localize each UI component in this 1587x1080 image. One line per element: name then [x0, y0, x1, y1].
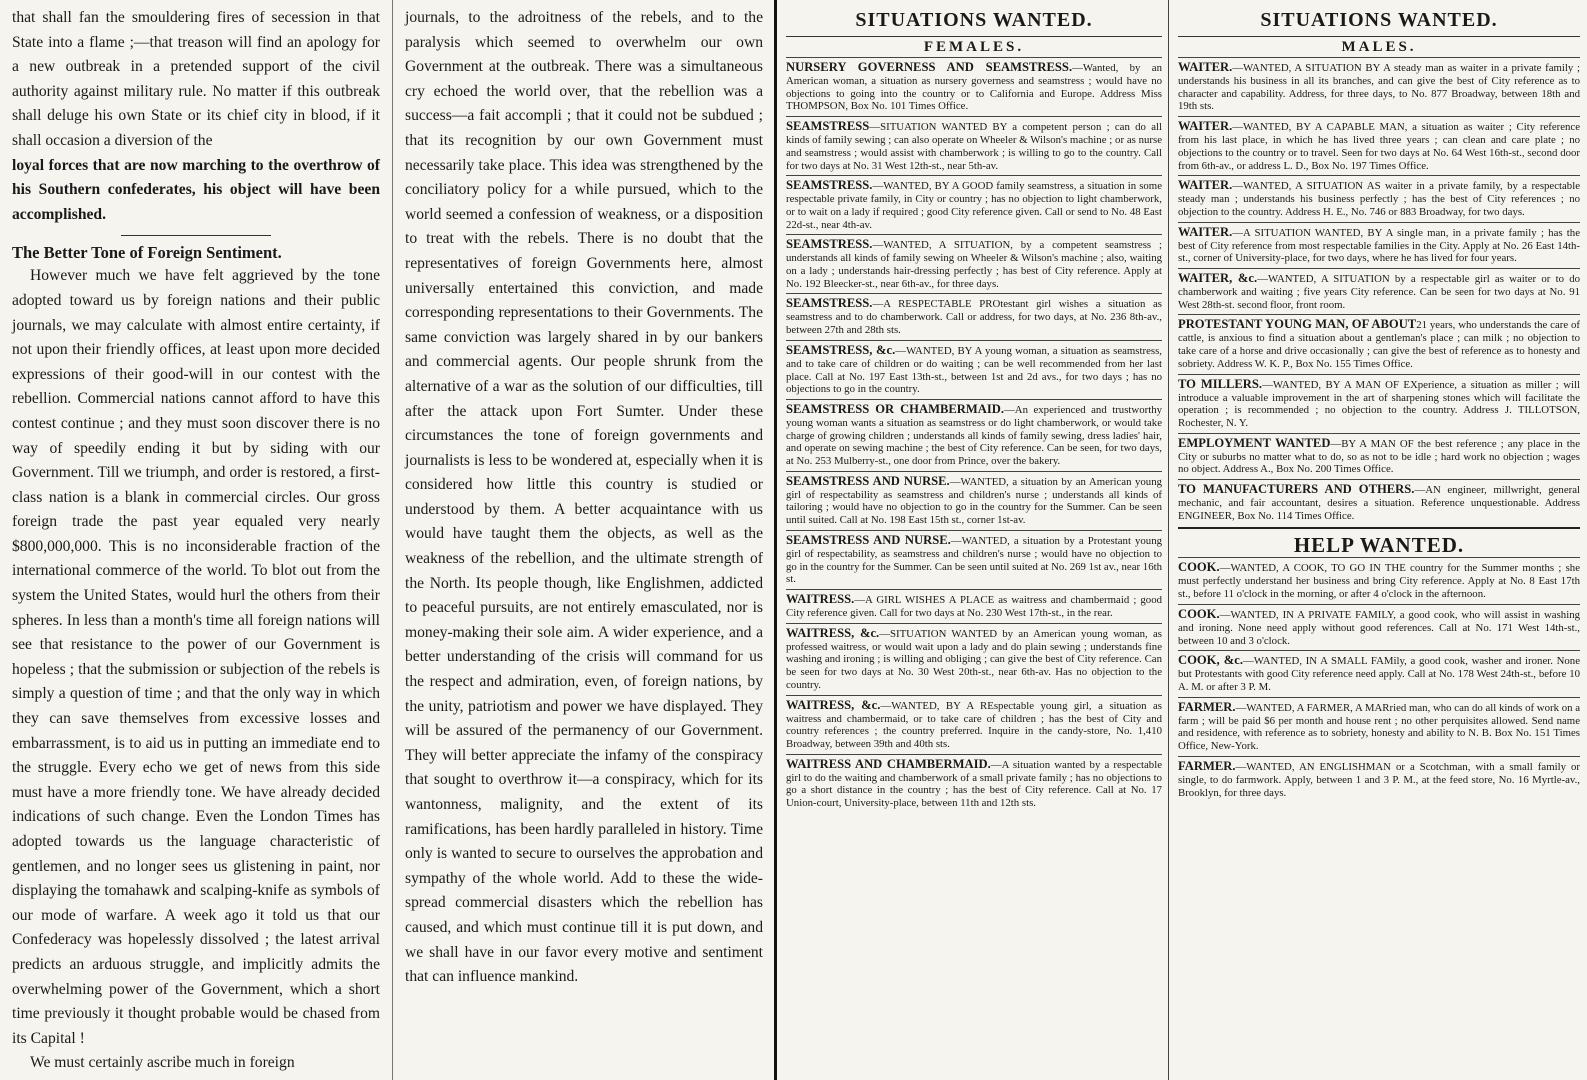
- column-rule: [774, 0, 777, 1080]
- classified-ad-body: —AN engineer, millwright, general mechanic, and fair accountant, desires a situation. Reference unquestionable. Address ENGINEER, Box No. 114 Times Office.: [1178, 484, 1580, 522]
- males-ads-list: [1178, 57, 1580, 525]
- classified-ad-body: —A situation wanted by a respectable girl to do the waiting and chamberwork of a small private family ; has no objections to go a short distance in the country ; has the best of City reference. Call at No. 17 Union-court, University-place, between 11th and 12th sts.: [786, 758, 1162, 810]
- classified-ad-body: —WANTED, A FARMER, A MARried man, who can do all kinds of work on a farm ; will be paid $6 per month and house rent ; no other perquisites allowed. Send name and residence, with reference as to sobriety, honesty and ability to N. B. Box No. 151 Times Office, New-York.: [1178, 701, 1580, 753]
- classified-ad: [786, 57, 1162, 116]
- classified-ad-text: [786, 343, 1162, 396]
- classified-ad-title: WAITRESS AND CHAMBERMAID.: [786, 756, 991, 771]
- classified-ad-body: —WANTED, A SITUATION AS waiter in a private family, by a respectable steady man ; understands his business perfectly ; has the best of City references ; no objection to the country. Address H. E., No. 746 or 883 Broadway, for two days.: [1178, 180, 1580, 218]
- classified-ad-text: [786, 119, 1162, 172]
- help-wanted-ads-list: [1178, 557, 1580, 802]
- classified-ad-title: WAITRESS, &c.: [786, 625, 880, 640]
- classified-ad-text: [1178, 178, 1580, 218]
- classified-ad-title: EMPLOYMENT WANTED: [1178, 435, 1331, 450]
- classified-ad-text: [1178, 560, 1580, 600]
- editorial-continued-text: that shall fan the smouldering fires of secession in that State into a flame ;—that treason will find an apology for a new outbreak in a pretended support of the civil authority against military rule. No matter if this outbreak shall deluge his own State or its chief city in blood, if it shall occasion a diversion of the: [12, 9, 380, 149]
- classified-ad-title: SEAMSTRESS, &c.: [786, 342, 896, 357]
- classified-ad-text: [1178, 271, 1580, 311]
- classified-ad-title: SEAMSTRESS.: [786, 237, 873, 252]
- help-wanted-heading: HELP WANTED.: [1293, 533, 1465, 558]
- classified-ad-text: [1178, 653, 1580, 693]
- classified-ad: [1178, 116, 1580, 175]
- editorial-heading: The Better Tone of Foreign Sentiment.: [12, 243, 282, 263]
- classified-ad: [1178, 374, 1580, 433]
- classified-ad-text: [1178, 436, 1580, 476]
- classified-ad: [786, 399, 1162, 471]
- classified-ad-body: —WANTED, BY A GOOD family seamstress, a situation in some respectable private family, in City or country ; has no objection to light chamberwork, or to wait on a lady if required ; good City reference given. Call or send to No. 48 East 22d-st., near 4th-av.: [786, 180, 1162, 231]
- classified-ad-body: —BY A MAN OF the best reference ; any place in the City or suburbs no matter what to do, so as not to be idle ; hard work no objection ; wages no object. Address A., Box No. 200 Times Office.: [1178, 437, 1581, 476]
- classified-ad-body: —An experienced and trustworthy young woman wants a situation as seamstress or do light chamberwork, or would take charge of growing children ; understands all kinds of family sewing, dress ladies' hair, and operate on sewing machine ; the best of City reference. Can be seen, for two days, at No. 253 Mulberry-st., one door from Prince, over the bakery.: [786, 403, 1162, 468]
- classified-ad-text: [1178, 317, 1580, 370]
- classified-ad-body: —A RESPECTABLE PROtestant girl wishes a situation as seamstress and to do chamberwork. Call or address, for two days, at No. 236 8th-av., between 27th and 28th sts.: [786, 298, 1162, 337]
- column-editorial-1: [0, 0, 390, 1080]
- classified-ad-body: —WANTED, A COOK, TO GO IN THE country for the Summer months ; she must perfectly understand her business and bring City reference. Apply at No. 8 East 17th st., before 11 o'clock in the morning, or after 4 o'clock in the afternoon.: [1178, 562, 1580, 601]
- classified-ad-text: [786, 60, 1162, 113]
- classified-ad-title: WAITRESS, &c.: [786, 697, 881, 712]
- classified-ad-text: [786, 296, 1162, 336]
- classified-ad: [786, 754, 1162, 813]
- classified-ad-text: [1178, 759, 1580, 799]
- column-situations-females: [780, 0, 1168, 1080]
- classified-ad: [1178, 604, 1580, 650]
- females-subheading: FEMALES.: [786, 36, 1162, 57]
- classified-ad-text: [1178, 60, 1580, 113]
- classified-ad-body: —WANTED, BY A MAN OF EXperience, a situation as miller ; will introduce a valuable improvement in the art of sharpening stones which will facilitate the operation ; is recommended ; no objection to the country. Address J. TILLOTSON, Rochester, N. Y.: [1178, 378, 1580, 429]
- classified-ad: [1178, 557, 1580, 603]
- classified-ad-text: [1178, 119, 1580, 172]
- classified-ad-body: —WANTED, IN A SMALL FAMily, a good cook, washer and ironer. None but Protestants with good City reference need apply. Call at No. 178 West 24th-st., before 10 A. M. or after 3 P. M.: [1178, 655, 1580, 693]
- classified-ad-title: WAITER.: [1178, 119, 1233, 134]
- classified-ad-text: [1178, 482, 1580, 522]
- classified-ad-title: NURSERY GOVERNESS AND SEAMSTRESS.: [786, 60, 1073, 74]
- classified-ad-text: [786, 592, 1162, 620]
- classified-ad-title: TO MANUFACTURERS AND OTHERS.: [1178, 482, 1415, 497]
- classified-ad: [786, 530, 1162, 589]
- classified-ad-title: COOK.: [1178, 560, 1220, 575]
- classified-ad: [786, 695, 1162, 754]
- classified-ad-body: —Wanted, by an American woman, a situation as nursery governess and seamstress ; would have no objections to going into the country or to California and Europe. Address Miss THOMPSON, Box No. 101 Times Office.: [786, 62, 1162, 113]
- classified-ad-body: —WANTED, BY A REspectable young girl, a situation as waitress and chambermaid, or to take care of children ; has the best of City and country references ; the country preferred. Inquire in the candy-store, No. 1,410 Broadway, between 39th and 40th sts.: [786, 699, 1162, 750]
- classified-ad-title: WAITER.: [1178, 60, 1233, 74]
- classified-ad-title: SEAMSTRESS AND NURSE.: [786, 532, 951, 547]
- classified-ad-text: [786, 698, 1162, 751]
- classified-ad: [786, 116, 1162, 175]
- classified-ad-body: —SITUATION WANTED BY a competent person ; can do all kinds of family sewing ; can also operate on Wheeler & Wilson's machine ; or as nurse and seamstress ; would assist with chamberwork ; is willing to go to the country. Call for two days at No. 31 West 12th-st., near 5th-av.: [786, 121, 1162, 172]
- classified-ad-body: —WANTED, BY A CAPABLE MAN, a situation as waiter ; City reference from his last place, in which he has lived three years ; can clean and care plate ; no objections to the country or to travel. Seen for two days at No. 64 West 16th-st., second door from 6th-av., or address L. D., Box No. 197 Times Office.: [1178, 121, 1580, 172]
- classified-ad-text: [786, 402, 1162, 468]
- classified-ad: [1178, 697, 1580, 756]
- classified-ad-text: [1178, 700, 1580, 753]
- classified-ad-text: [786, 757, 1162, 810]
- classified-ad: [1178, 314, 1580, 373]
- classified-ad-body: —WANTED, A SITUATION BY A steady man as waiter in a private family ; understands his business in all its branches, and can give the best of City reference as to character and capability. Address, for three days, to No. 877 Broadway, between 18th and 19th sts.: [1178, 62, 1580, 113]
- classified-ad-title: PROTESTANT YOUNG MAN, OF ABOUT: [1178, 317, 1417, 332]
- classified-ad-title: SEAMSTRESS.: [786, 296, 873, 311]
- classified-ad-body: —WANTED, BY A young woman, a situation as seamstress, and to take care of children or do waiting ; can be well recommended from her last place. Call at No. 197 East 13th-st., between 1st and 2d avs., for two days ; has no objections to go in the country.: [786, 344, 1162, 396]
- section-divider: [121, 235, 271, 236]
- classified-ad-title: COOK, &c.: [1178, 653, 1243, 668]
- classified-ad-title: SEAMSTRESS.: [786, 178, 873, 193]
- editorial-paragraph: However much we have felt aggrieved by the tone adopted toward us by foreign nations and their public journals, we may calculate with almost entire certainty, if not upon their friendly offices, at least upon more decided expressions of their good-will in our contest with the rebellion. Commercial nations cannot afford to have this contest continue ; and they must soon discover there is no way of speedily ending it but by siding with our Government. Till we triumph, and order is restored, a first-class nation is a blank in commercial circles. Our gross foreign trade the past year equaled very nearly $800,000,000. This is no inconsiderable fraction of the international commerce of the world. To blot out from the system the United States, would hurl the others from their spheres. In less than a month's time all foreign nations will see that resistance to the power of our Government is hopeless ; that the submission or subjection of the rebels is simply a question of time ; and that the only way in which they can save themselves from excessive losses and embarrassment, is to aid us in putting an immediate end to the struggle. Every echo we get of news from this side must have a more friendly tone. We have already decided indications of such change. Even the London Times has adopted towards us the language characteristic of gentlemen, and no longer sees us glistening in paint, nor displaying the tomahawk and scalping-knife as symbols of our mode of warfare. A week ago it told us that our Confederacy was hopelessly dissolved ; the latest arrival predicts an arduous struggle, and implicitly admits the overwhelming power of the Government, which a short time previously it thought probable would be chased from its Capital !: [12, 267, 380, 1047]
- classified-ad: [786, 234, 1162, 293]
- classified-ad: [786, 589, 1162, 623]
- classified-ad: [1178, 57, 1580, 116]
- classified-ad-text: [786, 533, 1162, 586]
- classified-ad-title: FARMER.: [1178, 758, 1236, 773]
- classified-ad-body: —WANTED, A SITUATION by a respectable girl as waiter or to do chamberwork and waiting ; five years City reference. Can be seen for two days at No. 91 West 28th-st. second floor, front room.: [1178, 273, 1580, 311]
- classified-ad-text: [786, 626, 1162, 692]
- editorial-continued-bold-text: loyal forces that are now marching to the overthrow of his Southern confederates, his object will have been accomplished.: [12, 156, 380, 223]
- classified-ad-title: TO MILLERS.: [1178, 376, 1263, 391]
- classified-ad-body: —A SITUATION WANTED, BY A single man, in a private family ; has the best of City reference from most respectable families in the City. Apply at No. 26 East 14th-st., corner of University-place, for two days, where he has lived for four years.: [1178, 226, 1580, 265]
- classified-ad-title: WAITER, &c.: [1178, 271, 1258, 286]
- classified-ad: [1178, 479, 1580, 525]
- classified-ad-title: COOK.: [1178, 606, 1220, 621]
- classified-ad-title: WAITER.: [1178, 178, 1233, 193]
- help-wanted-section: [1178, 527, 1580, 802]
- classified-ad-title: SEAMSTRESS OR CHAMBERMAID.: [786, 401, 1004, 416]
- classified-ad: [1178, 433, 1580, 479]
- classified-ad-title: FARMER.: [1178, 699, 1236, 714]
- classified-ad-title: SEAMSTRESS AND NURSE.: [786, 473, 950, 488]
- column-situations-males: [1172, 0, 1584, 1080]
- situations-wanted-heading: SITUATIONS WANTED.: [1260, 9, 1498, 31]
- classified-ad-body: —SITUATION WANTED by an American young woman, as professed waitress, or would wait upon a lady and do plain sewing ; understands fine washing and ironing ; is willing and obliging ; can give the best of City reference. Can be seen for two days at No. 30 West 20th-st., near 6th-av. Has no objection to the country.: [786, 627, 1162, 691]
- classified-ad-title: WAITRESS.: [786, 591, 855, 606]
- classified-ad-body: —WANTED, IN A PRIVATE FAMILY, a good cook, who will assist in washing and ironing. None need apply without good references. Call at No. 171 West 14th-st., between 10 and 3 o'clock.: [1178, 608, 1580, 647]
- situations-wanted-heading: SITUATIONS WANTED.: [855, 9, 1093, 31]
- classified-ad-text: [1178, 377, 1580, 430]
- editorial-paragraph: journals, to the adroitness of the rebels, and to the paralysis which seemed to overwhelm our own Government at the outbreak. There was a simultaneous cry echoed the world over, that the rebellion was a success—a fait accompli ; that it could not be subdued ; that its recognition by our own Government must necessarily take place. This idea was strengthened by the conciliatory policy for a while pursued, which to the world seemed a confession of weakness, or a disposition to treat with the rebels. There is no doubt that the representatives of foreign Governments here, almost universally entertained this conviction, and made corresponding representations to their Governments. The same conviction was largely shared in by our bankers and commercial agents. Our people shrunk from the alternative of a war as the solution of our difficulties, till after the attack upon Fort Sumter. Under these circumstances the tone of foreign governments and journalists is less to be wondered at, especially when it is considered how little this country is studied or understood by them. A better acquaintance with us would have taught them the objects, as well as the weakness of the rebellion, and the ultimate strength of the North. Its people though, like Englishmen, addicted to peaceful pursuits, are not entirely emasculated, nor is money-making their sole aim. A wider experience, and a better understanding of the crisis will command for us the respect and admiration, even, of foreign nations, by the unity, patriotism and power we have displayed. They will be assured of the permanency of our Government. They will better appreciate the infamy of the conspiracy that sought to overthrow it—a conspiracy, which for its wantonness, malignity, and the extent of its ramifications, has been hardly paralleled in history. Time only is wanted to secure to ourselves the approbation and sympathy of the whole world. Add to these the wide-spread commercial disasters which the rebellion has caused, and which must continue till it is put down, and we shall have in our favor every motive and sentiment that can influence mankind.: [405, 9, 763, 986]
- classified-ad: [786, 340, 1162, 399]
- classified-ad-body: —WANTED, a situation by an American young girl of respectability as seamstress and children's nurse ; understands all kinds of tailoring ; would have no objection to go in the country for the Summer. Can be seen until suited. Call at No. 198 East 15th st., corner 1st-av.: [786, 475, 1163, 527]
- classified-ad-text: [1178, 607, 1580, 647]
- classified-ad-body: —WANTED, AN ENGLISHMAN or a Scotchman, with a small family or single, to do farmwork. Apply, between 1 and 3 P. M., at the feed store, No. 16 Myrtle-av., Brooklyn, for three days.: [1178, 760, 1580, 799]
- classified-ad: [1178, 268, 1580, 314]
- classified-ad-text: [786, 474, 1162, 527]
- classified-ad: [1178, 756, 1580, 802]
- column-rule: [1168, 0, 1169, 1080]
- column-rule: [392, 0, 393, 1080]
- classified-ad: [1178, 175, 1580, 221]
- editorial-paragraph: We must certainly ascribe much in foreign: [30, 1054, 295, 1072]
- classified-ad-text: [786, 237, 1162, 290]
- classified-ad-title: WAITER.: [1178, 224, 1233, 239]
- males-subheading: MALES.: [1178, 36, 1580, 57]
- classified-ad: [786, 175, 1162, 234]
- classified-ad-body: 21 years, who understands the care of cattle, is anxious to find a situation about a gentleman's place ; can milk ; no objection to take care of a horse and drive occasionally ; can give the best of reference as to honesty and sobriety. Address W. K. P., Box No. 155 Times Office.: [1178, 319, 1580, 370]
- classified-ad-text: [786, 178, 1162, 231]
- classified-ad: [1178, 222, 1580, 268]
- classified-ad-body: —WANTED, a situation by a Protestant young girl of respectability, as seamstress and children's nurse ; would have no objection to go in the country for the Summer. Can be seen until suited at No. 269 1st av., near 16th st.: [786, 534, 1163, 586]
- classified-ad-title: SEAMSTRESS: [786, 119, 870, 134]
- classified-ad: [786, 471, 1162, 530]
- classified-ad: [786, 293, 1162, 339]
- classified-ad-body: —WANTED, A SITUATION, by a competent seamstress ; understands all kinds of family sewing on Wheeler & Wilson's machine ; also, waiting on a lady ; understands hair-dressing perfectly ; has best of City reference. Apply at No. 192 Bleecker-st., near 6th-av., for three days.: [786, 239, 1162, 290]
- column-editorial-2: [397, 0, 771, 1080]
- classified-ad: [786, 623, 1162, 695]
- classified-ad: [1178, 650, 1580, 696]
- classified-ad-body: —A GIRL WISHES A PLACE as waitress and chambermaid ; good City reference given. Call for two days at No. 230 West 17th-st., in the rear.: [786, 593, 1162, 619]
- classified-ad-text: [1178, 225, 1580, 265]
- females-ads-list: [786, 57, 1162, 813]
